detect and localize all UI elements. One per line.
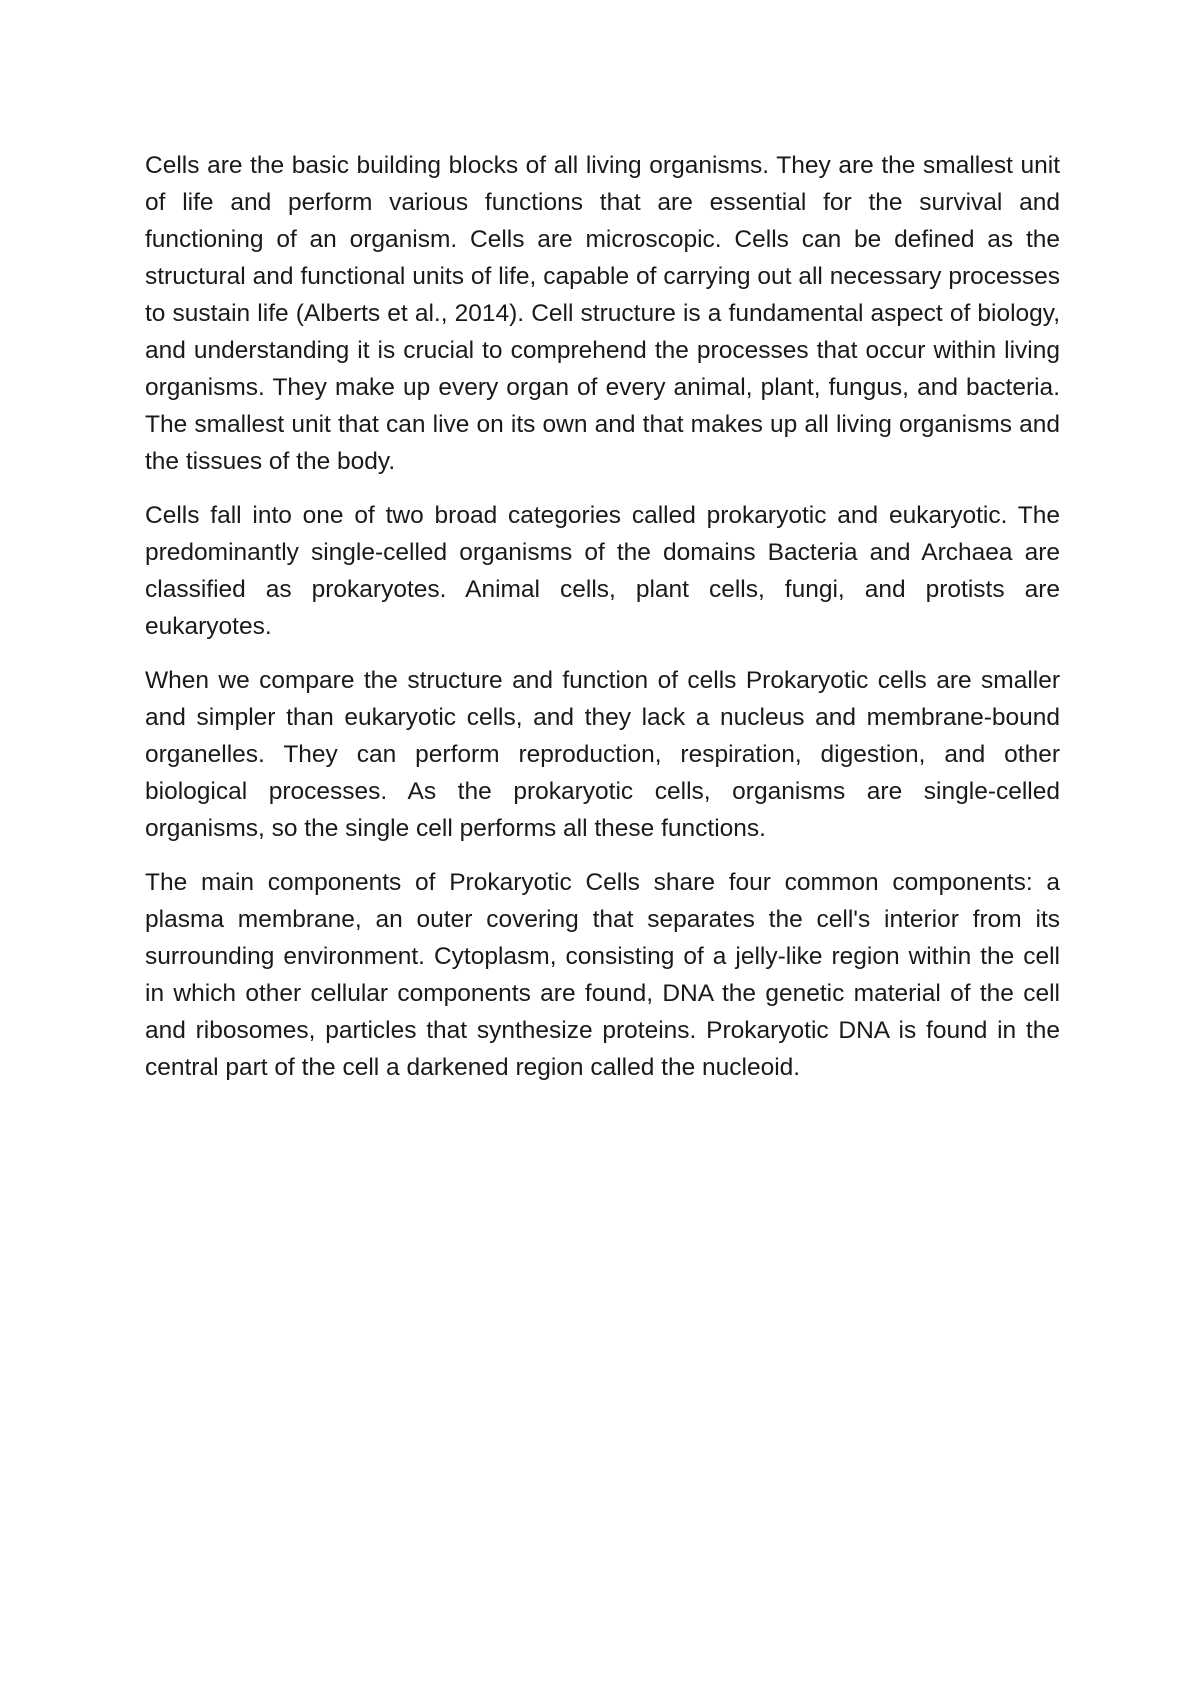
paragraph-comparison: When we compare the structure and function of cells Prokaryotic cells are smaller and simpler than eukaryotic cells, and they lack a nucleus and membrane-bound organelles. They can perform reproduction, respiration, digestion, and other biological processes. As the prokaryotic cells, organisms are single-celled organisms, so the single cell performs all these functions.: [145, 667, 1060, 842]
paragraph-intro: Cells are the basic building blocks of all living organisms. They are the smallest unit of life and perform various functions that are essential for the survival and functioning of an organism. Cells are microscopic. Cells can be defined as the structural and functional units of life, capable of carrying out all necessary processes to sustain life (Alberts et al., 2014). Cell structure is a fundamental aspect of biology, and understanding it is crucial to comprehend the processes that occur within living organisms. They make up every organ of every animal, plant, fungus, and bacteria. The smallest unit that can live on its own and that makes up all living organisms and the tissues of the body.: [145, 152, 1060, 475]
document-body: [145, 147, 1060, 1103]
paragraph-components: The main components of Prokaryotic Cells share four common components: a plasma membrane, an outer covering that separates the cell's interior from its surrounding environment. Cytoplasm, consisting of a jelly-like region within the cell in which other cellular components are found, DNA the genetic material of the cell and ribosomes, particles that synthesize proteins. Prokaryotic DNA is found in the central part of the cell a darkened region called the nucleoid.: [145, 869, 1060, 1081]
paragraph-categories: Cells fall into one of two broad categories called prokaryotic and eukaryotic. The predominantly single-celled organisms of the domains Bacteria and Archaea are classified as prokaryotes. Animal cells, plant cells, fungi, and protists are eukaryotes.: [145, 502, 1060, 640]
